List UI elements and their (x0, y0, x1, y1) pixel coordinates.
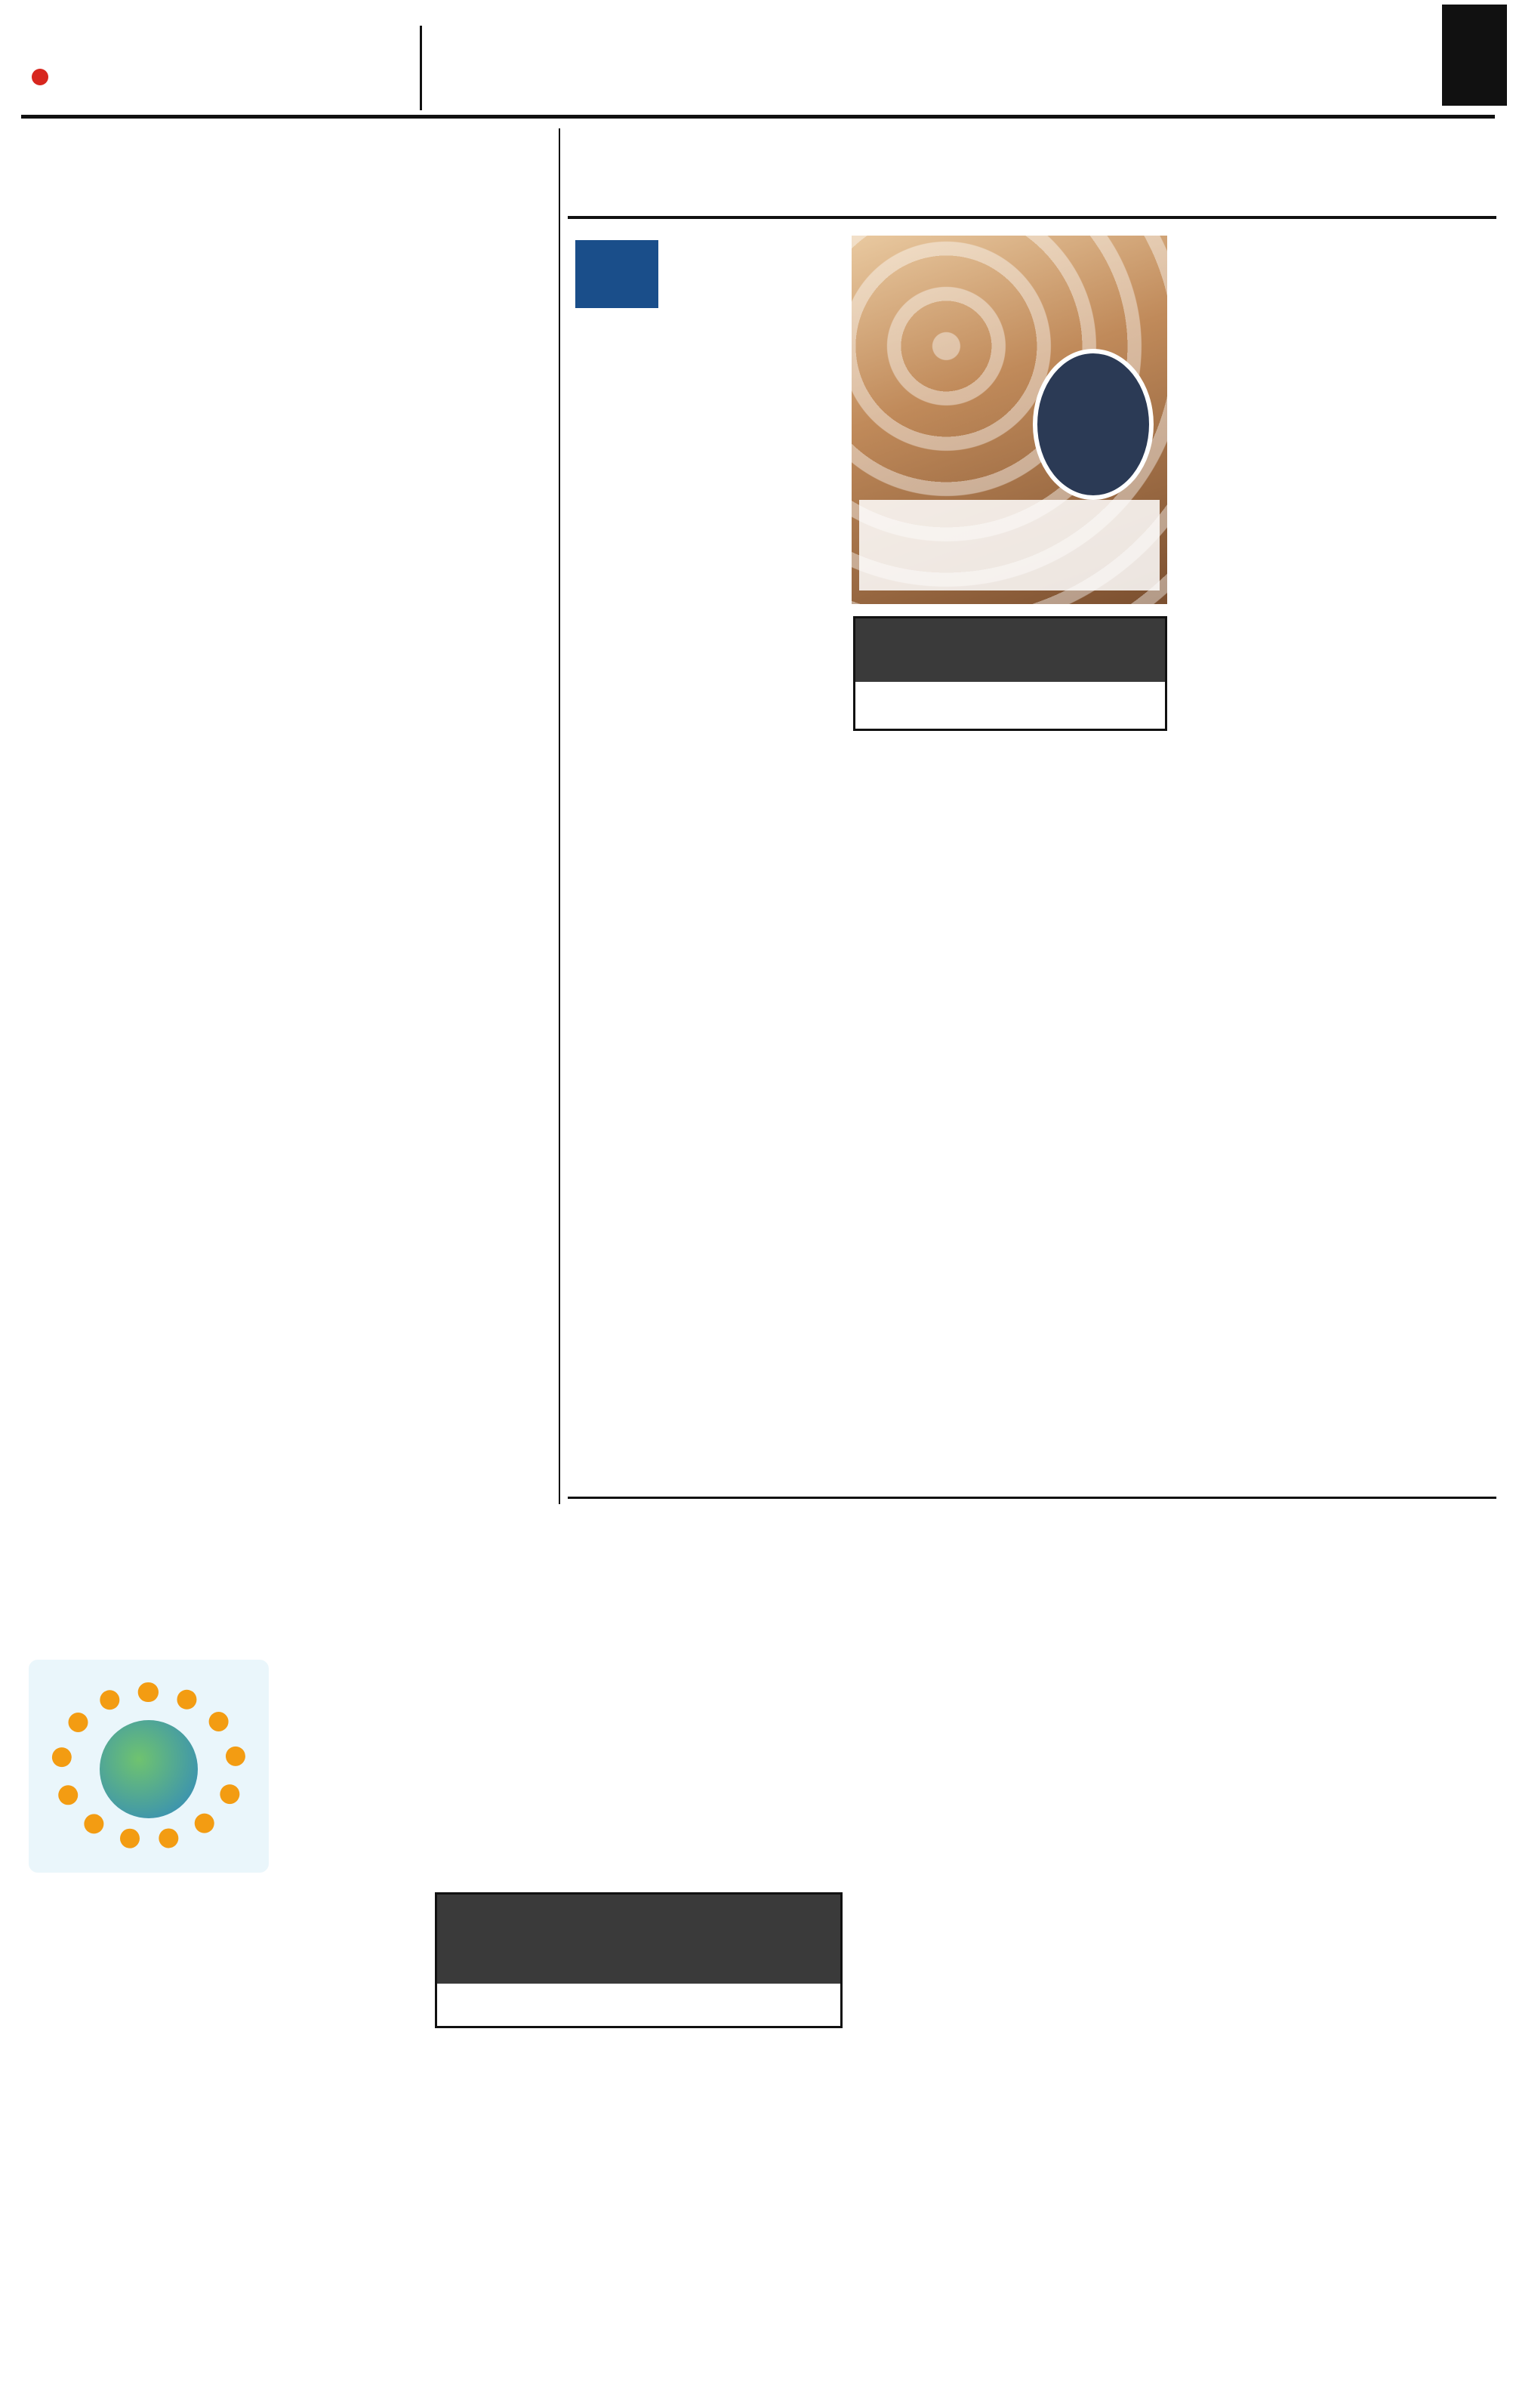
article2-bottom-rule (568, 1497, 1496, 1499)
masthead-divider (420, 26, 422, 110)
col-divider-1 (559, 128, 560, 1548)
author-box (855, 618, 1165, 682)
nehru-portrait (1033, 349, 1154, 500)
a4-col1 (21, 1892, 414, 2297)
child-rights-illustration (29, 1660, 269, 1873)
masthead-rule (21, 115, 1495, 119)
lower-left-columns (21, 1892, 844, 2300)
a4-lead (278, 1663, 843, 1882)
article2-headline (568, 130, 1496, 219)
photo-caption (859, 500, 1160, 590)
article3-col-mid (853, 1593, 1167, 2046)
brand-logo (1102, 6, 1434, 104)
a4-box (435, 1892, 843, 2028)
page-number (1442, 5, 1507, 106)
article2-col-mid (853, 740, 1167, 1480)
masthead (0, 0, 1516, 113)
article2-badge (575, 240, 658, 308)
epaper-link[interactable] (27, 66, 53, 86)
children-day-photo (852, 236, 1167, 604)
globe-icon (32, 69, 48, 85)
article2-special-box (853, 616, 1167, 731)
article1-body (23, 227, 550, 1533)
a4-col2 (435, 2037, 843, 2297)
article3-col-right (1176, 1506, 1493, 2007)
article2-col-left (575, 314, 844, 1472)
article2-col-right (1176, 231, 1493, 1492)
globe-illustration (100, 1720, 198, 1818)
a4-author-box (437, 1895, 840, 1984)
